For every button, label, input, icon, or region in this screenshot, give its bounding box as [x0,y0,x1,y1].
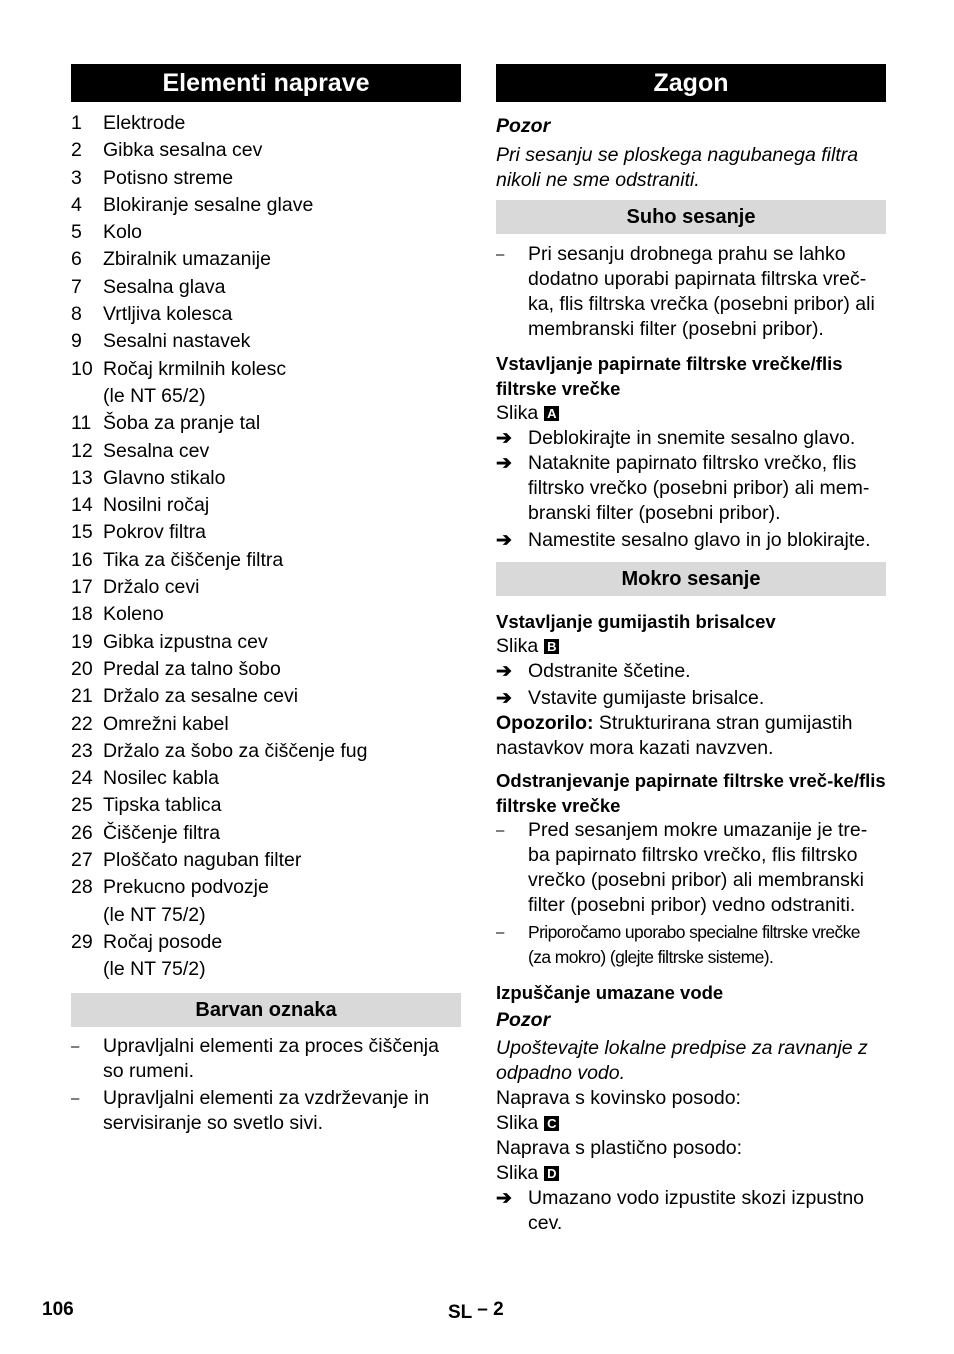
section-title-startup: Zagon [496,64,886,102]
device-element-item [71,165,461,192]
item-label [103,137,461,164]
item-label [103,792,461,819]
device-element-item [71,356,461,411]
step-text: Deblokirajte in snemite sesalno glavo. [528,427,856,449]
list-item [496,426,886,451]
item-number: 3 [71,166,82,189]
page-number: 106 [42,1299,74,1320]
list-item-text: Upravljalni elementi za proces čiščenja so rumeni. [103,1034,439,1082]
item-number: 27 [71,849,93,872]
device-element-item [71,438,461,465]
device-element-item [71,274,461,301]
item-number: 26 [71,821,93,844]
item-label-text: Držalo cevi [103,576,200,599]
subheading-drain-dirty-water: Izpuščanje umazane vode [496,982,724,1003]
item-label-text: Blokiranje sesalne glave [103,193,314,216]
item-label [103,110,461,137]
item-label-text: Elektrode [103,112,186,134]
device-element-item [71,246,461,273]
arrow-icon: ➔ [496,453,512,474]
item-label [103,574,461,601]
figure-letter-badge: D [544,1166,559,1181]
device-element-item [71,574,461,601]
device-element-item [71,929,461,984]
item-label-text: Sesalna cev [103,439,210,462]
left-column [71,64,461,1136]
item-label [103,165,461,192]
device-element-item [71,629,461,656]
dash-marker: – [71,1037,80,1055]
list-item [71,1034,461,1084]
item-label-text: Ploščato naguban filter [103,849,302,872]
figure-reference [496,1111,886,1136]
item-label [103,519,461,546]
item-number: 4 [71,193,82,216]
device-element-item [71,192,461,219]
item-number: 16 [71,548,93,571]
item-label [103,246,461,273]
device-element-item [71,738,461,765]
item-number: 1 [71,112,82,134]
item-label [103,629,461,656]
figure-letter-badge: B [544,639,559,654]
list-item-text: Priporočamo uporabo specialne filtrske vrečke (za mokro) (glejte filtrske sisteme). [528,922,860,967]
item-label-text: Koleno [103,603,164,626]
device-element-item [71,765,461,792]
list-item-text: Pred sesanjem mokre umazanije je tre-ba papirnato filtrsko vrečko, flis filtrsko vrečko (posebni pribor) ali membranski filter (posebni pribor) vedno odstraniti. [528,819,868,916]
list-item [496,659,886,684]
figure-reference [496,634,886,659]
item-number: 14 [71,494,93,517]
item-label-text: Gibka izpustna cev [103,630,268,653]
figure-letter-badge: C [544,1116,559,1131]
device-element-item [71,847,461,874]
item-label-text: Vrtljiva kolesca [103,303,233,326]
item-label-text: Nosilni ročaj [103,494,210,517]
right-column [496,64,886,1236]
item-label [103,929,461,984]
list-item-text: Pri sesanju drobnega prahu se lahko dodatno uporabi papirnata filtrska vreč-ka, flis filtrska vrečka (posebni pribor) ali membranski filter (posebni pribor). [528,243,875,340]
device-element-item [71,219,461,246]
device-element-item [71,601,461,628]
device-element-item [71,465,461,492]
item-number: 2 [71,139,82,162]
list-item [496,818,886,918]
section-title-color-marking: Barvan oznaka [71,993,461,1027]
item-label [103,656,461,683]
item-label-text: Šoba za pranje tal [103,412,261,435]
item-number: 20 [71,657,93,680]
item-number: 6 [71,248,82,271]
item-number: 15 [71,521,93,544]
item-label-text: Držalo za šobo za čiščenje fug [103,739,368,762]
item-label-text: Potisno streme [103,166,234,189]
item-label-text: Sesalni nastavek [103,330,251,353]
item-label-text: Sesalna glava [103,275,226,298]
item-label [103,711,461,738]
figure-word: Slika [496,635,539,657]
arrow-icon: ➔ [496,688,512,709]
item-label-text: Čiščenje filtra [103,821,221,844]
item-label-text: Ročaj posode [103,930,223,953]
subheading-remove-filter-bag: Odstranjevanje papirnate filtrske vreč-ke/flis filtrske vrečke [496,770,886,816]
item-label [103,192,461,219]
item-number: 18 [71,603,93,626]
figure-word: Slika [496,402,539,424]
dash-marker: – [496,924,505,941]
device-element-item [71,519,461,546]
arrow-icon: ➔ [496,530,512,551]
step-text: Odstranite ščetine. [528,660,691,682]
dash-marker: – [71,1089,80,1107]
item-label [103,738,461,765]
caution-text: Pri sesanju se ploskega nagubanega filtra nikoli ne sme odstraniti. [496,144,859,191]
item-model-note: (le NT 75/2) [103,958,206,981]
section-title-dry-vacuuming: Suho sesanje [496,200,886,234]
caution-label: Pozor [496,115,551,137]
section-number: – 2 [477,1299,504,1320]
item-label-text: Omrežni kabel [103,712,229,735]
item-number: 28 [71,876,93,899]
item-label [103,547,461,574]
device-element-item [71,711,461,738]
device-element-item [71,547,461,574]
device-elements-list [71,110,461,984]
item-number: 29 [71,930,93,953]
figure-letter-badge: A [544,406,559,421]
metal-container-text: Naprava s kovinsko posodo: [496,1087,741,1109]
caution-text: Upoštevajte lokalne predpise za ravnanje z odpadno vodo. [496,1037,868,1084]
item-label-text: Glavno stikalo [103,466,226,489]
item-label [103,820,461,847]
subheading-insert-rubber-wipers: Vstavljanje gumijastih brisalcev [496,611,776,632]
item-model-note: (le NT 75/2) [103,903,206,926]
arrow-icon: ➔ [496,1188,512,1209]
device-element-item [71,301,461,328]
figure-word: Slika [496,1162,539,1184]
item-number: 11 [71,412,92,435]
subheading-insert-filter-bag: Vstavljanje papirnate filtrske vrečke/flis filtrske vrečke [496,353,843,399]
item-label-text: Nosilec kabla [103,767,219,790]
device-element-item [71,656,461,683]
item-label [103,274,461,301]
item-number: 17 [71,576,93,599]
item-number: 10 [71,357,93,380]
item-label [103,328,461,355]
step-text: Vstavite gumijaste brisalce. [528,687,765,709]
list-item [496,451,886,526]
color-marking-list [71,1034,461,1136]
item-label-text: Držalo za sesalne cevi [103,685,299,708]
device-element-item [71,410,461,437]
device-element-item [71,683,461,710]
arrow-icon: ➔ [496,428,512,449]
list-item [496,920,886,970]
item-label [103,465,461,492]
item-label-text: Zbiralnik umazanije [103,248,271,271]
item-number: 25 [71,794,93,817]
device-element-item [71,137,461,164]
dash-marker: – [496,246,505,263]
device-element-item [71,110,461,137]
device-element-item [71,820,461,847]
item-number: 7 [71,275,82,298]
step-text: Namestite sesalno glavo in jo blokirajte. [528,529,871,551]
step-text: Nataknite papirnato filtrsko vrečko, flis filtrsko vrečko (posebni pribor) ali mem-branski filter (posebni pribor). [528,452,870,524]
list-item [71,1086,461,1136]
plastic-container-text: Naprava s plastično posodo: [496,1137,743,1159]
device-element-item [71,874,461,929]
figure-word: Slika [496,1112,539,1134]
dash-marker: – [496,822,505,839]
warning-note [496,711,886,761]
list-item-text: Upravljalni elementi za vzdrževanje in servisiranje so svetlo sivi. [103,1086,430,1134]
item-number: 5 [71,221,82,244]
item-label [103,410,461,437]
list-item [496,528,886,553]
item-label-text: Gibka sesalna cev [103,139,263,162]
item-label [103,438,461,465]
item-model-note: (le NT 65/2) [103,384,206,407]
item-label-text: Tika za čiščenje filtra [103,548,284,571]
item-label [103,683,461,710]
item-label-text: Predal za talno šobo [103,657,281,680]
list-item [496,686,886,711]
device-element-item [71,492,461,519]
warning-text: Strukturirana stran gumijastih nastavkov mora kazati navzven. [496,712,853,759]
figure-reference [496,401,886,426]
item-label-text: Ročaj krmilnih kolesc [103,357,287,380]
item-number: 9 [71,330,82,353]
item-number: 21 [71,685,93,708]
item-label [103,601,461,628]
item-label-text: Prekucno podvozje [103,876,269,899]
item-number: 19 [71,630,93,653]
item-label-text: Pokrov filtra [103,521,206,544]
language-code: SL [448,1302,472,1323]
item-label [103,492,461,519]
list-item [496,242,886,342]
item-label-text: Kolo [103,221,143,244]
item-number: 22 [71,712,93,735]
warning-label: Opozorilo: [496,712,594,734]
item-label [103,847,461,874]
figure-reference [496,1161,886,1186]
list-item [496,1186,886,1236]
arrow-icon: ➔ [496,661,512,682]
section-title-device-elements: Elementi naprave [71,64,461,102]
item-label-text: Tipska tablica [103,794,222,817]
item-label [103,356,461,411]
item-label [103,301,461,328]
item-label [103,874,461,929]
item-number: 23 [71,739,93,762]
caution-label: Pozor [496,1009,551,1031]
step-text: Umazano vodo izpustite skozi izpustno cev. [528,1187,865,1234]
footer-language-section [448,1297,504,1325]
item-label [103,219,461,246]
item-label [103,765,461,792]
device-element-item [71,328,461,355]
item-number: 13 [71,466,93,489]
item-number: 24 [71,767,93,790]
device-element-item [71,792,461,819]
item-number: 8 [71,303,82,326]
item-number: 12 [71,439,93,462]
section-title-wet-vacuuming: Mokro sesanje [496,562,886,596]
